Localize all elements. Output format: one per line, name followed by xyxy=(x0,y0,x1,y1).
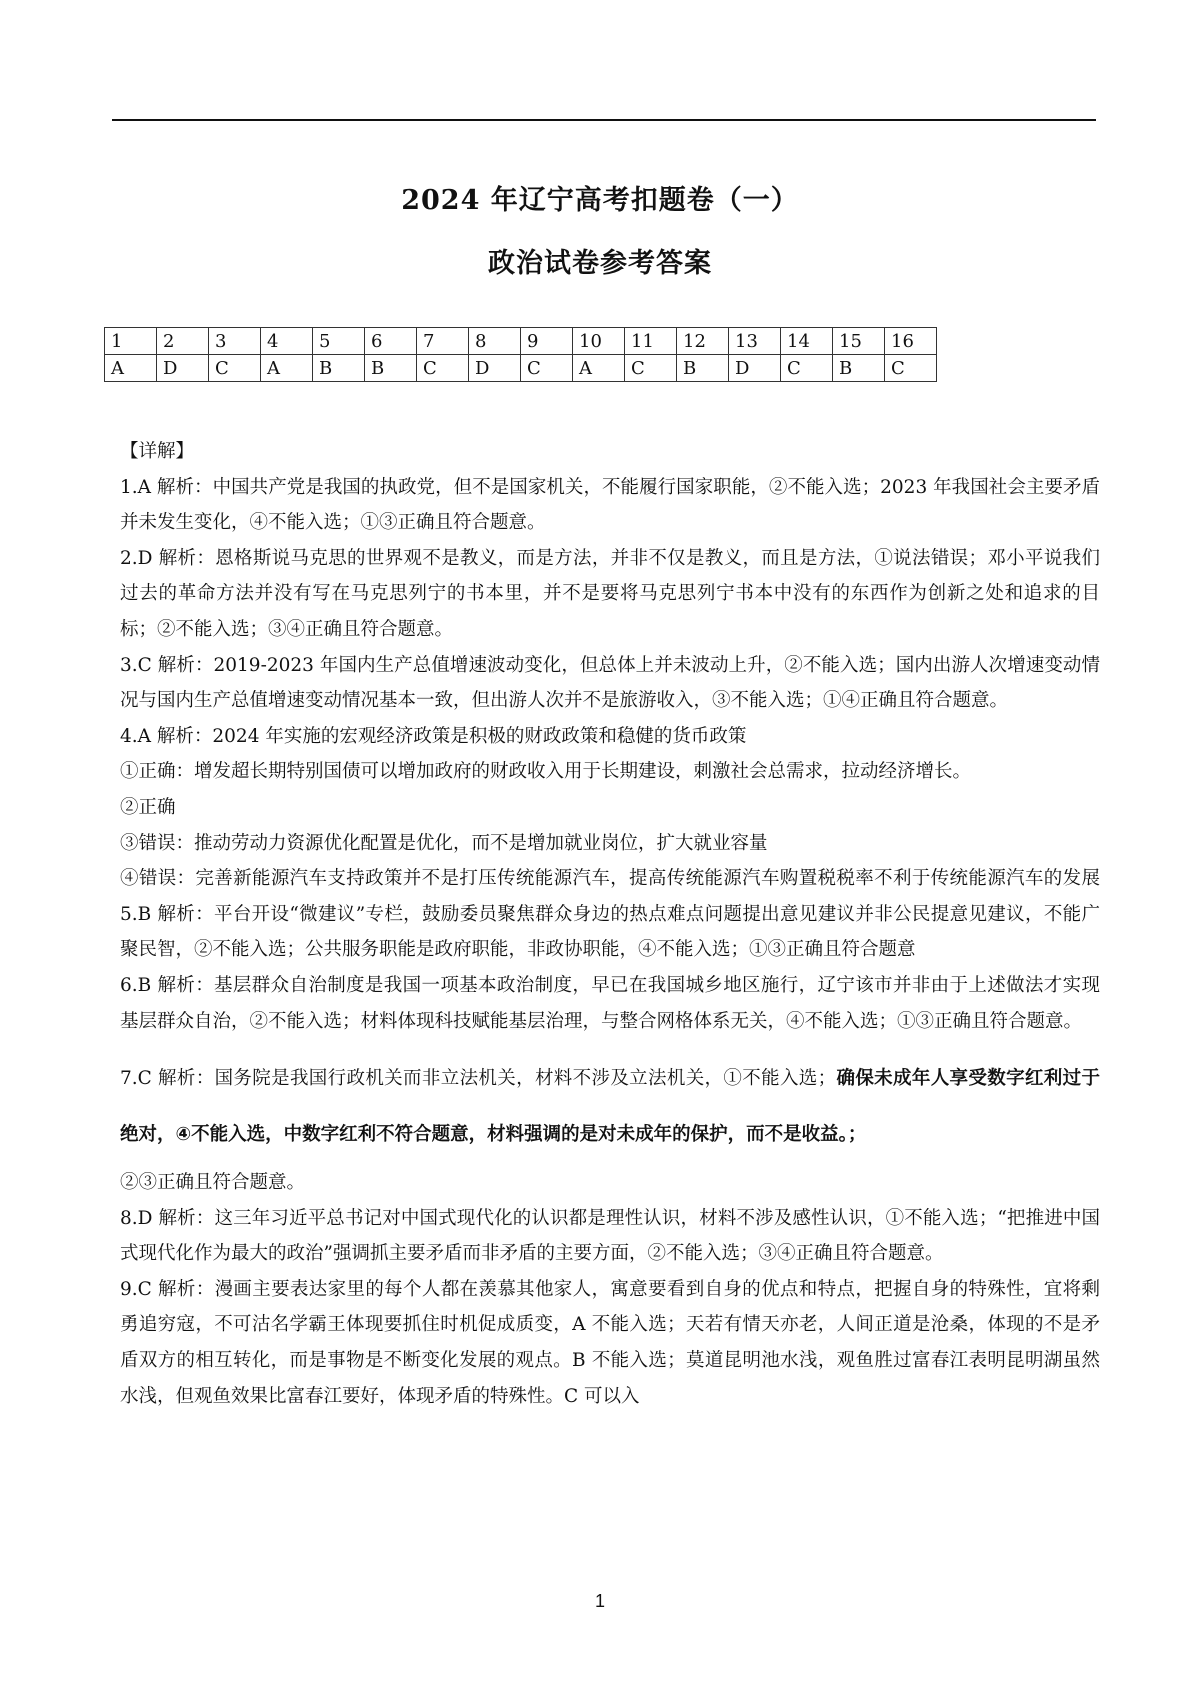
answer-table-number-row xyxy=(105,328,937,355)
question-number-cell: 14 xyxy=(781,328,833,355)
answer-cell: C xyxy=(781,355,833,382)
explanation-q7-bold-text: 确保未成年人享受数字红利过于绝对，④不能入选，中数字红利不符合题意，材料强调的是对未成年的保护，而不是收益。； xyxy=(120,1068,1100,1146)
answer-cell: C xyxy=(209,355,261,382)
question-number-cell: 4 xyxy=(261,328,313,355)
question-number-cell: 11 xyxy=(625,328,677,355)
answer-cell: B xyxy=(833,355,885,382)
question-number-cell: 15 xyxy=(833,328,885,355)
answer-cell: C xyxy=(417,355,469,382)
answer-cell: D xyxy=(729,355,781,382)
explanation-q4-point1: ①正确：增发超长期特别国债可以增加政府的财政收入用于长期建设，刺激社会总需求，拉动经济增长。 xyxy=(120,761,972,783)
page-number: 1 xyxy=(594,1591,605,1611)
question-number-cell: 5 xyxy=(313,328,365,355)
question-number-cell: 9 xyxy=(521,328,573,355)
question-number-cell: 3 xyxy=(209,328,261,355)
answer-cell: D xyxy=(157,355,209,382)
explanation-q8: 8.D 解析：这三年习近平总书记对中国式现代化的认识都是理性认识，材料不涉及感性认识，①不能入选；“把推进中国式现代化作为最大的政治”强调抓主要矛盾而非矛盾的主要方面，②不能入选；③④正确且符合题意。 xyxy=(120,1207,1100,1265)
explanation-q7 xyxy=(120,1051,1100,1163)
explanation-q2: 2.D 解析：恩格斯说马克思的世界观不是教义，而是方法，并非不仅是教义，而且是方法，①说法错误；邓小平说我们过去的革命方法并没有写在马克思列宁的书本里，并不是要将马克思列宁书本中没有的东西作为创新之处和追求的目标；②不能入选；③④正确且符合题意。 xyxy=(120,547,1100,640)
question-number-cell: 10 xyxy=(573,328,625,355)
section-heading: 【详解】 xyxy=(120,441,195,462)
explanation-q6: 6.B 解析：基层群众自治制度是我国一项基本政治制度，早已在我国城乡地区施行，辽宁该市并非由于上述做法才实现基层群众自治，②不能入选；材料体现科技赋能基层治理，与整合网格体系无关，④不能入选；①③正确且符合题意。 xyxy=(120,974,1100,1032)
answer-cell: C xyxy=(885,355,937,382)
explanation-body xyxy=(120,434,1100,1414)
answer-cell: A xyxy=(573,355,625,382)
explanation-q4-point3: ③错误：推动劳动力资源优化配置是优化，而不是增加就业岗位，扩大就业容量 xyxy=(120,832,768,854)
document-title: 2024 年辽宁高考扣题卷（一） xyxy=(401,185,799,216)
answer-cell: A xyxy=(105,355,157,382)
explanation-q7-text: 7.C 解析：国务院是我国行政机关而非立法机关，材料不涉及立法机关，①不能入选； xyxy=(120,1068,837,1090)
question-number-cell: 6 xyxy=(365,328,417,355)
document-subtitle: 政治试卷参考答案 xyxy=(488,248,712,279)
question-number-cell: 1 xyxy=(105,328,157,355)
answer-table-answer-row xyxy=(105,355,937,382)
answer-cell: B xyxy=(313,355,365,382)
answer-cell: B xyxy=(677,355,729,382)
answer-cell: B xyxy=(365,355,417,382)
question-number-cell: 12 xyxy=(677,328,729,355)
explanation-q4: 4.A 解析：2024 年实施的宏观经济政策是积极的财政政策和稳健的货币政策 xyxy=(120,725,747,747)
explanation-q9: 9.C 解析：漫画主要表达家里的每个人都在羡慕其他家人，寓意要看到自身的优点和特点，把握自身的特殊性，宜将剩勇追穷寇，不可沽名学霸王体现要抓住时机促成质变，A 不能入选；天若有情天亦老，人间正道是沧桑，体现的不是矛盾双方的相互转化，而是事物是不断变化发展的观点。B 不能入选；莫道昆明池水浅，观鱼胜过富春江表明昆明湖虽然水浅，但观鱼效果比富春江要好，体现矛盾的特殊性。C 可以入 xyxy=(120,1278,1100,1407)
explanation-q4-point4-q5: ④错误：完善新能源汽车支持政策并不是打压传统能源汽车，提高传统能源汽车购置税税率不利于传统能源汽车的发展 5.B 解析：平台开设“微建议”专栏，鼓励委员聚焦群众身边的热点难点问题提出意见建议并非公民提意见建议，不能广聚民智，②不能入选；公共服务职能是政府职能，非政协职能，④不能入选；①③正确且符合题意 xyxy=(120,868,1100,961)
answer-cell: C xyxy=(521,355,573,382)
explanation-q7-tail: ②③正确且符合题意。 xyxy=(120,1172,306,1194)
question-number-cell: 7 xyxy=(417,328,469,355)
answer-cell: C xyxy=(625,355,677,382)
answer-table xyxy=(104,327,937,382)
question-number-cell: 16 xyxy=(885,328,937,355)
question-number-cell: 2 xyxy=(157,328,209,355)
question-number-cell: 13 xyxy=(729,328,781,355)
top-rule xyxy=(112,119,1096,121)
explanation-q1: 1.A 解析：中国共产党是我国的执政党，但不是国家机关，不能履行国家职能，②不能入选；2023 年我国社会主要矛盾并未发生变化，④不能入选；①③正确且符合题意。 xyxy=(120,476,1100,534)
explanation-q3: 3.C 解析：2019-2023 年国内生产总值增速波动变化，但总体上并未波动上升，②不能入选；国内出游人次增速变动情况与国内生产总值增速变动情况基本一致，但出游人次并不是旅游收入，③不能入选；①④正确且符合题意。 xyxy=(120,654,1100,712)
answer-cell: A xyxy=(261,355,313,382)
explanation-q4-point2: ②正确 xyxy=(120,796,176,818)
answer-cell: D xyxy=(469,355,521,382)
question-number-cell: 8 xyxy=(469,328,521,355)
